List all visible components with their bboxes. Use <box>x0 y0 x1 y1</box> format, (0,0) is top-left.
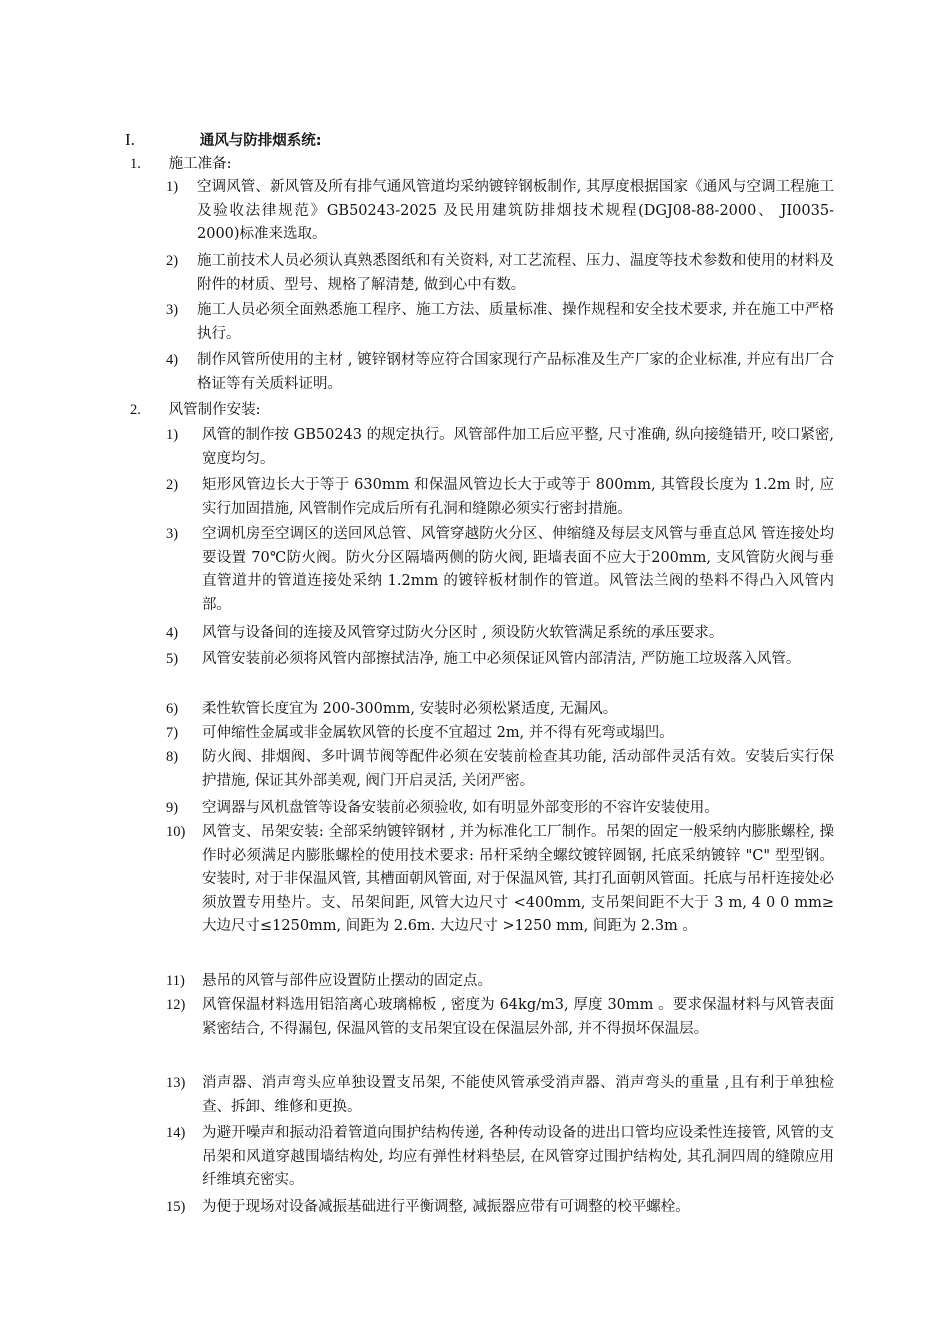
item-text: 施工前技术人员必须认真熟悉图纸和有关资料, 对工艺流程、压力、温度等技术参数和使用的材料及附件的材质、型号、规格了解清楚, 做到心中有数。 <box>197 253 834 293</box>
item-text: 可伸缩性金属或非金属软风管的长度不宜超过 2m, 并不得有死弯或塌凹。 <box>202 725 674 741</box>
list-item <box>166 424 834 472</box>
item-text: 柔性软管长度宜为 200-300mm, 安装时必须松紧适度, 无漏风。 <box>202 701 618 717</box>
list-item <box>166 797 834 821</box>
item-number: 2) <box>166 477 179 493</box>
item-text: 风管保温材料选用铝箔离心玻璃棉板 , 密度为 64kg/m3, 厚度 30mm 。要求保温材料与风管表面紧密结合, 不得漏包, 保温风管的支吊架宜设在保温层外部, 并不得损坏保温层。 <box>202 997 834 1037</box>
list-item <box>166 648 834 696</box>
item-number: 4) <box>166 352 179 368</box>
section-number: 1. <box>130 156 141 172</box>
list-item <box>166 722 834 746</box>
list-item <box>166 349 834 397</box>
item-text: 风管的制作按 GB50243 的规定执行。风管部件加工后应平整, 尺寸准确, 纵向接缝错开, 咬口紧密, 宽度均匀。 <box>202 427 834 467</box>
item-number: 3) <box>166 526 179 542</box>
chapter-heading <box>125 128 322 152</box>
list-item <box>166 622 834 646</box>
item-text: 空调风管、新风管及所有排气通风管道均采纳镀锌钢板制作, 其厚度根据国家《通风与空调工程施工及验收法律规范》GB50243-2025 及民用建筑防排烟技术规程(DGJ08-88-2000、 JI0035-2000)标准来选取。 <box>197 179 834 243</box>
list-item <box>166 746 834 794</box>
item-text: 制作风管所使用的主材 , 镀锌钢材等应符合国家现行产品标准及生产厂家的企业标准, 并应有出厂合格证等有关质料证明。 <box>197 352 834 392</box>
item-text: 消声器、消声弯头应单独设置支吊架, 不能使风管承受消声器、消声弯头的重量 ,且有利于单独检查、拆卸、维修和更换。 <box>202 1075 834 1115</box>
item-text: 矩形风管边长大于等于 630mm 和保温风管边长大于或等于 800mm, 其管段长度为 1.2m 时, 应实行加固措施, 风管制作完成后所有孔洞和缝隙必须实行密封措施。 <box>202 477 834 517</box>
item-text: 为便于现场对设备减振基础进行平衡调整, 减振器应带有可调整的校平螺栓。 <box>202 1199 690 1215</box>
item-number: 1) <box>166 179 179 195</box>
item-number: 9) <box>166 800 179 816</box>
item-text: 空调机房至空调区的送回风总管、风管穿越防火分区、伸缩缝及每层支风管与垂直总风 管连接处均要设置 70℃防火阀。防火分区隔墙两侧的防火阀, 距墙表面不应大于200mm, 支风管防火阀与垂直管道井的管道连接处采纳 1.2mm 的镀锌板材制作的管道。风管法兰阀的垫料不得凸入风管内部。 <box>202 526 834 613</box>
list-item <box>166 970 834 994</box>
item-text: 风管与设备间的连接及风管穿过防火分区时 , 须设防火软管满足系统的承压要求。 <box>202 625 724 641</box>
list-item <box>166 250 834 298</box>
item-number: 1) <box>166 427 179 443</box>
item-number: 8) <box>166 749 179 765</box>
list-item <box>166 994 834 1066</box>
item-number: 13) <box>166 1075 186 1091</box>
item-text: 悬吊的风管与部件应设置防止摆动的固定点。 <box>202 973 492 989</box>
item-number: 12) <box>166 997 186 1013</box>
item-number: 4) <box>166 625 179 641</box>
item-number: 5) <box>166 651 179 667</box>
item-number: 10) <box>166 824 186 840</box>
chapter-number: I. <box>125 130 135 149</box>
item-text: 风管支、吊架安装: 全部采纳镀锌钢材 , 并为标准化工厂制作。吊架的固定一般采纳内膨胀螺栓, 操作时必须满足内膨胀螺栓的使用技术要求: 吊杆采纳全螺纹镀锌圆钢, 托底采纳镀锌 "C" 型型钢。安装时, 对于非保温风管, 其槽面朝风管面, 对于保温风管, 其打孔面朝风管面。托底与吊杆连接处必须放置专用垫片。支、吊架间距, 风管大边尺寸 <400mm, 支吊架间距不大于 3 m, 4 0 0 mm≥大边尺寸≤1250mm, 间距为 2.6m. 大边尺寸 >1250 mm, 间距为 2.3m 。 <box>202 824 834 935</box>
item-number: 11) <box>166 973 185 989</box>
item-number: 7) <box>166 725 179 741</box>
list-item <box>166 1122 834 1194</box>
item-text: 施工人员必须全面熟悉施工程序、施工方法、质量标准、操作规程和安全技术要求, 并在施工中严格执行。 <box>197 302 834 342</box>
item-number: 2) <box>166 253 179 269</box>
section-heading <box>130 152 232 176</box>
section-heading <box>130 398 261 422</box>
list-item <box>166 821 834 965</box>
list-item <box>166 176 834 247</box>
chapter-title: 通风与防排烟系统: <box>199 133 322 149</box>
item-text: 防火阀、排烟阀、多叶调节阀等配件必须在安装前检查其功能, 活动部件灵活有效。安装后实行保护措施, 保证其外部美观, 阀门开启灵活, 关闭严密。 <box>202 749 834 789</box>
list-item <box>166 1196 834 1220</box>
list-item <box>166 1072 834 1120</box>
list-item <box>166 299 834 347</box>
section-number: 2. <box>130 402 141 418</box>
item-text: 为避开噪声和振动沿着管道向围护结构传递, 各种传动设备的进出口管均应设柔性连接管, 风管的支吊架和风道穿越围墙结构处, 均应有弹性材料垫层, 在风管穿过围护结构处, 其孔洞四周的缝隙应用纤维填充密实。 <box>202 1125 834 1189</box>
section-title: 风管制作安装: <box>168 402 261 418</box>
item-number: 15) <box>166 1199 186 1215</box>
item-text: 风管安装前必须将风管内部擦拭洁净, 施工中必须保证风管内部清洁, 严防施工垃圾落入风管。 <box>202 651 801 667</box>
list-item <box>166 523 834 619</box>
item-number: 14) <box>166 1125 186 1141</box>
list-item <box>166 698 834 722</box>
item-number: 6) <box>166 701 179 717</box>
section-title: 施工准备: <box>168 156 232 172</box>
item-text: 空调器与风机盘管等设备安装前必须验收, 如有明显外部变形的不容许安装使用。 <box>202 800 719 816</box>
list-item <box>166 474 834 522</box>
item-number: 3) <box>166 302 179 318</box>
